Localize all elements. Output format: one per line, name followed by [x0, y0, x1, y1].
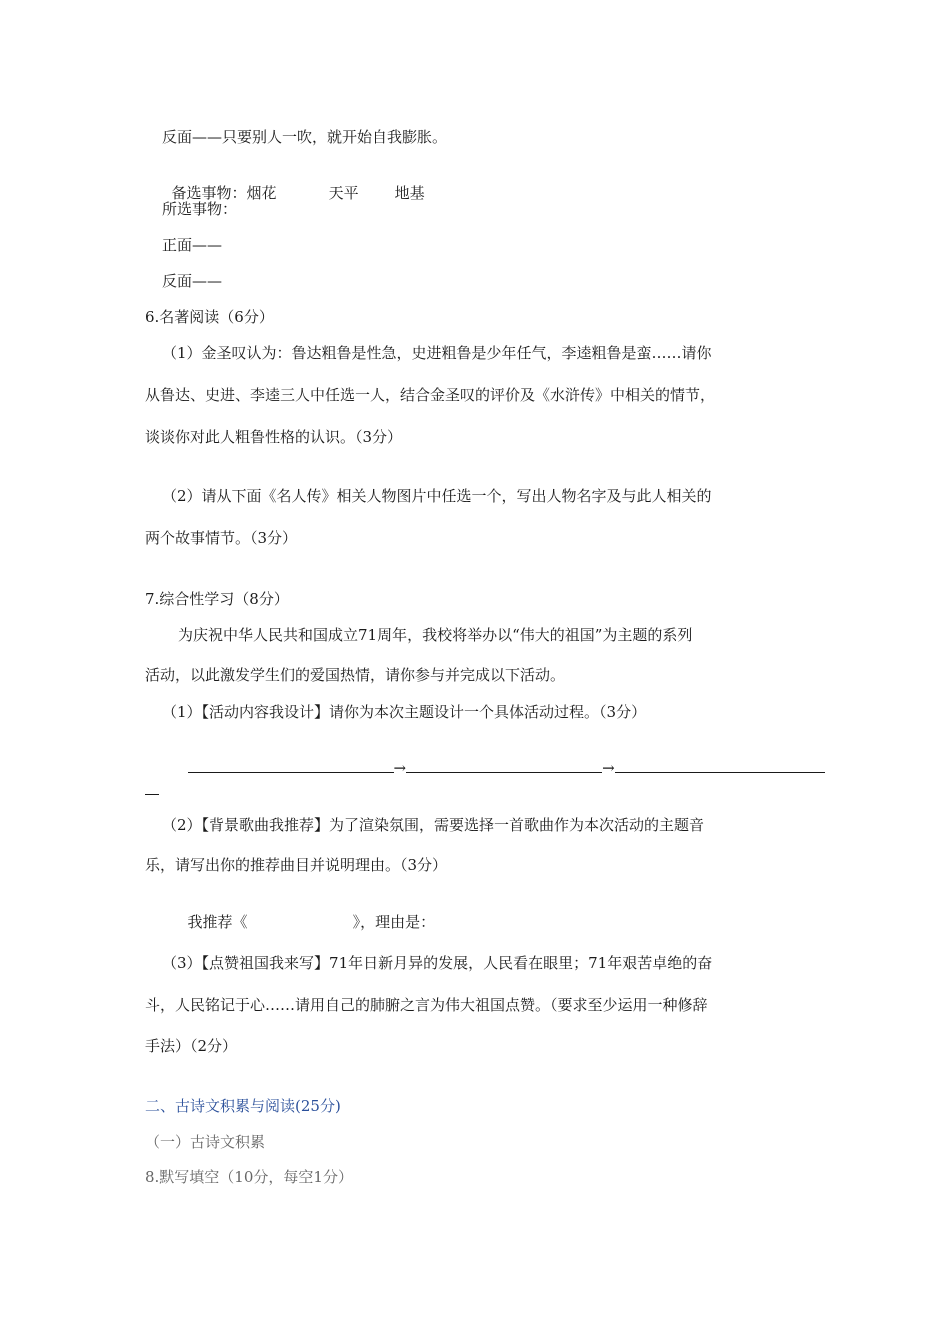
subsection-title: （一）古诗文积累: [145, 1133, 266, 1151]
text-line: 从鲁达、史进、李逵三人中任选一人，结合金圣叹的评价及《水浒传》中相关的情节，: [145, 386, 716, 404]
text-line: （1）金圣叹认为：鲁达粗鲁是性急，史进粗鲁是少年任气，李逵粗鲁是蛮……请你: [162, 344, 712, 362]
section-title: 二、古诗文积累与阅读(25分): [145, 1097, 341, 1115]
text-line: 所选事物：: [162, 200, 238, 218]
reason-label: 》，理由是：: [352, 913, 436, 931]
text-line: 两个故事情节。（3分）: [145, 529, 298, 547]
text-line: （1）【活动内容我设计】请你为本次主题设计一个具体活动过程。（3分）: [162, 703, 647, 721]
text-line: 为庆祝中华人民共和国成立71周年，我校将举办以“伟大的祖国”为主题的系列: [178, 626, 693, 644]
option-item: 地基: [394, 184, 425, 202]
text-line: 斗，人民铭记于心……请用自己的肺腑之言为伟大祖国点赞。（要求至少运用一种修辞: [145, 996, 708, 1014]
question-title: 7.综合性学习（8分）: [145, 590, 289, 608]
text-line: 反面——只要别人一吹，就开始自我膨胀。: [162, 128, 448, 146]
arrow-icon: →: [393, 759, 407, 777]
option-label: 备选事物：烟花: [171, 184, 277, 202]
text-line: [162, 163, 425, 203]
text-line: 活动，以此激发学生们的爱国热情，请你参与并完成以下活动。: [145, 666, 566, 684]
text-line: 正面——: [162, 236, 223, 254]
text-line: [178, 892, 435, 932]
answer-blank[interactable]: [406, 758, 602, 773]
text-line: 手法）（2分）: [145, 1037, 238, 1055]
text-line: 反面——: [162, 272, 223, 290]
text-line: 乐，请写出你的推荐曲目并说明理由。（3分）: [145, 856, 448, 874]
recommend-label: 我推荐《: [187, 913, 248, 931]
arrow-icon: →: [602, 759, 615, 777]
text-line: （3）【点赞祖国我来写】71年日新月异的发展，人民看在眼里；71年艰苦卓绝的奋: [162, 954, 713, 972]
question-title: 6.名著阅读（6分）: [145, 308, 274, 326]
option-item: 天平: [328, 184, 359, 202]
answer-blank[interactable]: [188, 758, 394, 773]
text-line: （2）请从下面《名人传》相关人物图片中任选一个，写出人物名字及与此人相关的: [162, 487, 712, 505]
text-line: 谈谈你对此人粗鲁性格的认识。（3分）: [145, 428, 403, 446]
question-title: 8.默写填空（10分，每空1分）: [145, 1168, 353, 1186]
answer-blank-wrap[interactable]: [145, 780, 159, 795]
answer-blank[interactable]: [615, 758, 825, 773]
text-line: （2）【背景歌曲我推荐】为了渲染氛围，需要选择一首歌曲作为本次活动的主题音: [162, 816, 705, 834]
activity-blanks: [178, 738, 825, 778]
